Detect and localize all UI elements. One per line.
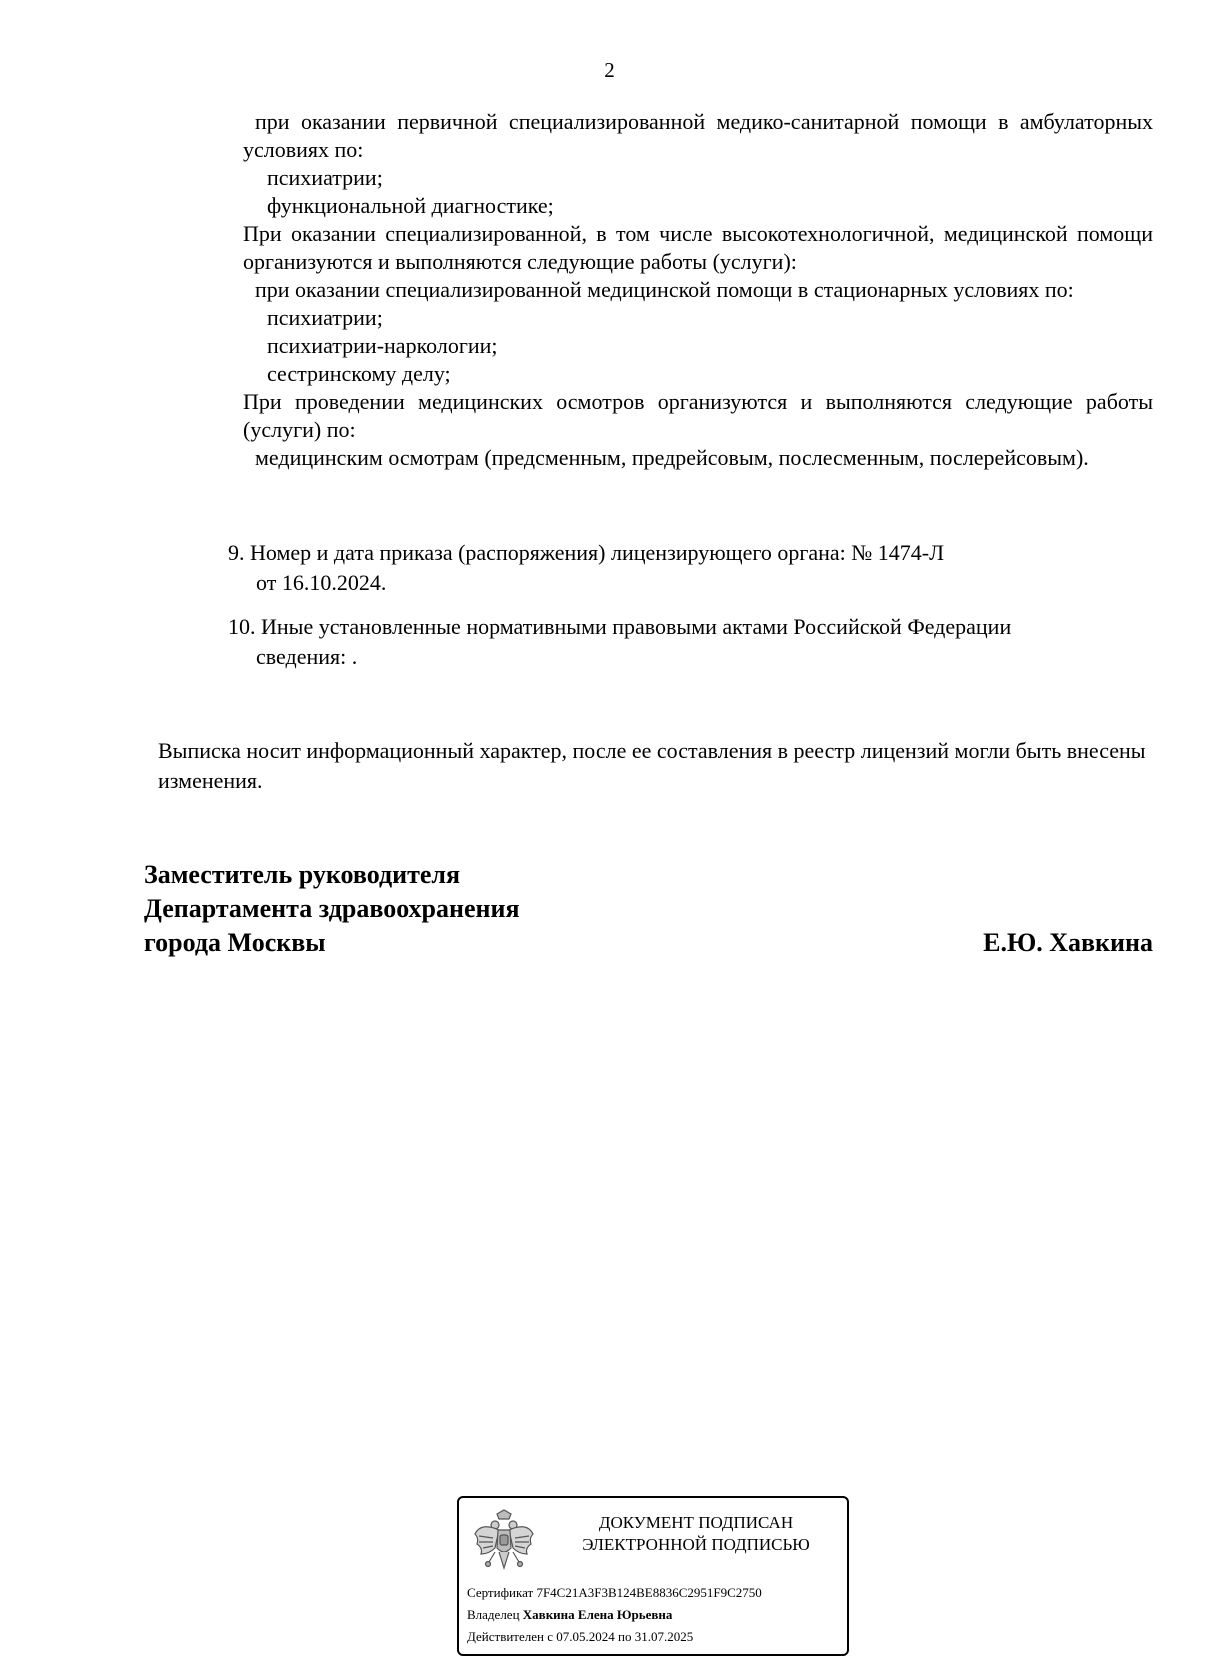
ambulatory-intro: при оказании первичной специализированной медико-санитарной помощи в амбулаторных условиях по: [243, 109, 1153, 162]
stamp-heading-line-1: ДОКУМЕНТ ПОДПИСАН [598, 1513, 794, 1532]
signatory-name: Е.Ю. Хавкина [983, 928, 1153, 957]
signatory-title-line-1: Заместитель руководителя [144, 860, 461, 889]
stamp-validity: Действителен с 07.05.2024 по 31.07.2025 [467, 1629, 694, 1644]
inpatient-item-1: психиатрии; [267, 305, 383, 330]
russian-coat-of-arms-icon [471, 1508, 537, 1578]
stamp-certificate-value: 7F4C21A3F3B124BE8836C2951F9C2750 [536, 1585, 762, 1600]
specialized-intro: При оказании специализированной, в том числе высокотехнологичной, медицинской помощи организуются и выполняются следующие работы (услуги): [243, 221, 1153, 274]
item-10-line-1: 10. Иные установленные нормативными правовыми актами Российской Федерации [228, 614, 1012, 639]
signatory-title [144, 858, 520, 960]
page-number: 2 [604, 58, 615, 82]
item-10 [228, 612, 1011, 672]
stamp-heading-line-2: ЭЛЕКТРОННОЙ ПОДПИСЬЮ [582, 1535, 810, 1554]
stamp-owner-value: Хавкина Елена Юрьевна [522, 1607, 673, 1622]
inpatient-intro: при оказании специализированной медицинской помощи в стационарных условиях по: [255, 277, 1074, 302]
inpatient-item-3: сестринскому делу; [267, 361, 451, 386]
electronic-signature-stamp [457, 1496, 849, 1656]
exams-intro: При проведении медицинских осмотров организуются и выполняются следующие работы (услуги) по: [243, 389, 1153, 442]
stamp-owner [467, 1605, 672, 1625]
exams-item: медицинским осмотрам (предсменным, предрейсовым, послесменным, послерейсовым). [255, 445, 1089, 470]
item-9-line-2: от 16.10.2024. [256, 570, 387, 595]
ambulatory-item-2: функциональной диагностике; [267, 193, 554, 218]
stamp-certificate [467, 1583, 762, 1603]
stamp-heading [551, 1512, 841, 1556]
signatory-title-line-2: Департамента здравоохранения [144, 894, 520, 923]
item-9 [228, 538, 944, 598]
inpatient-item-2: психиатрии-наркологии; [267, 333, 498, 358]
informational-note: Выписка носит информационный характер, после ее составления в реестр лицензий могли быть внесены изменения. [158, 738, 1146, 793]
licensed-works-section [243, 108, 1153, 472]
item-9-line-1: 9. Номер и дата приказа (распоряжения) лицензирующего органа: № 1474-Л [228, 540, 945, 565]
ambulatory-item-1: психиатрии; [267, 165, 383, 190]
item-10-line-2: сведения: . [256, 644, 358, 669]
stamp-certificate-label: Сертификат [467, 1585, 534, 1600]
stamp-owner-label: Владелец [467, 1607, 520, 1622]
signatory-title-line-3: города Москвы [144, 928, 326, 957]
